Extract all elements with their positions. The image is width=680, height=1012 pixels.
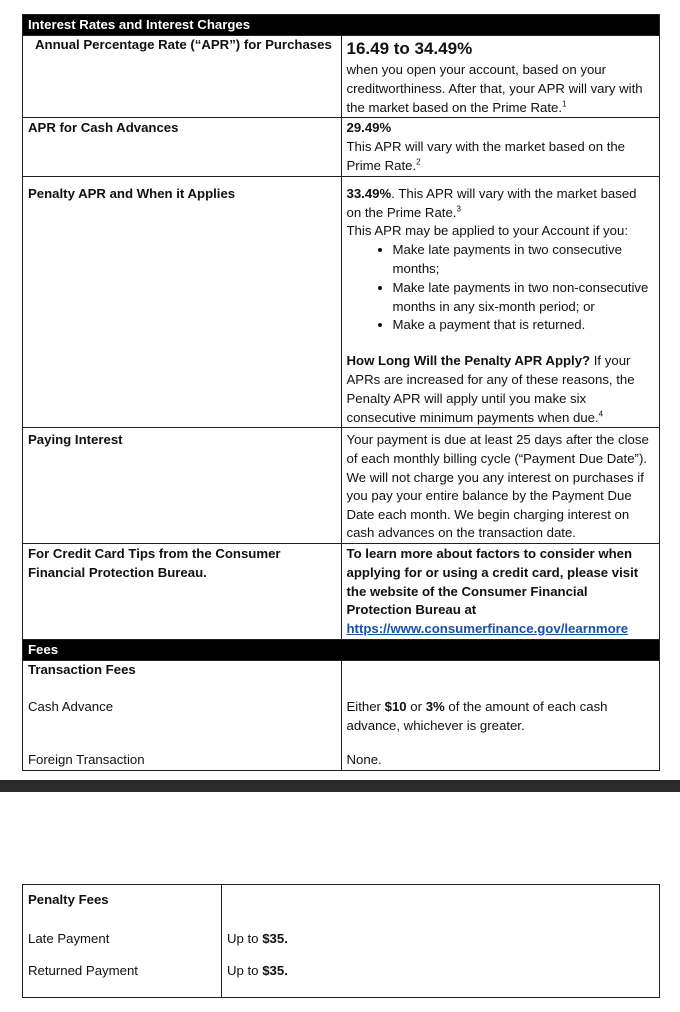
penalty-fees-section (22, 884, 660, 998)
list-item: • Make late payments in two non-consecutive months in any six-month period; or (393, 279, 655, 317)
list-item: • Make a payment that is returned. (393, 316, 655, 335)
cfpb-learnmore-link[interactable]: https://www.consumerfinance.gov/learnmore (346, 621, 629, 637)
cash-advance-fee-flat: $10 (384, 699, 407, 715)
cash-advance-fee-label: Cash Advance (28, 699, 114, 715)
how-long-answer: If your APRs are increased for any of these reasons, the Penalty APR will apply until you make six consecutive minimum payments when due. (346, 353, 635, 425)
cfpb-tips-desc: To learn more about factors to consider when applying for or using a credit card, please visit the website of the Consumer Financial Protection Bureau at (346, 545, 639, 618)
paying-interest-desc: Your payment is due at least 25 days after the close of each monthly billing cycle (“Payment Due Date”). We will not charge you any interest on purchases if you pay your entire balance by the Payment Due Date each month. We begin charging interest on cash advances on the transaction date. (346, 432, 649, 541)
returned-payment-amount: $35. (262, 962, 288, 978)
late-payment-amount: $35. (262, 930, 288, 946)
table-row (23, 36, 660, 118)
interest-rates-header: Interest Rates and Interest Charges (23, 15, 660, 36)
section-header-row (23, 15, 660, 36)
footnote-3: 3 (456, 204, 461, 214)
how-long-question: How Long Will the Penalty APR Apply? (346, 353, 591, 369)
footnote-2: 2 (416, 157, 421, 167)
table-row (23, 885, 660, 921)
cash-apr-label: APR for Cash Advances (28, 120, 179, 136)
table-row (23, 176, 660, 428)
page-break-bar (0, 780, 680, 792)
cfpb-tips-label: For Credit Card Tips from the Consumer Financial Protection Bureau. (28, 545, 281, 580)
interest-rates-table (22, 14, 660, 771)
table-row (23, 428, 660, 544)
paying-interest-label: Paying Interest (28, 432, 123, 448)
table-row (23, 543, 660, 639)
penalty-intro: This APR may be applied to your Account if you: (346, 223, 628, 239)
cash-apr-desc: This APR will vary with the market based on the Prime Rate. (346, 139, 626, 173)
late-payment-prefix: Up to (227, 930, 263, 946)
purchase-apr-value: 16.49 to 34.49% (346, 39, 473, 58)
table-row (23, 118, 660, 176)
returned-payment-prefix: Up to (227, 962, 263, 978)
penalty-conditions-list (347, 241, 655, 335)
section-header-row (23, 639, 660, 660)
cash-advance-fee-text: of the amount of each cash advance, whichever is greater. (346, 699, 608, 734)
footnote-4: 4 (598, 409, 604, 419)
cash-advance-fee-text: Either (346, 699, 385, 715)
purchase-apr-desc: when you open your account, based on your creditworthiness. After that, your APR will vary with the market based on the Prime Rate. (346, 62, 643, 115)
table-row (23, 921, 660, 958)
cash-advance-fee-text: or (406, 699, 426, 715)
footnote-1: 1 (562, 99, 567, 109)
foreign-transaction-value: None. (346, 752, 382, 768)
purchase-apr-label: Annual Percentage Rate (“APR”) for Purchases (35, 37, 332, 52)
table-row (23, 736, 660, 770)
foreign-transaction-label: Foreign Transaction (28, 752, 145, 768)
table-row (23, 682, 660, 736)
penalty-apr-label: Penalty APR and When it Applies (28, 185, 236, 201)
penalty-fees-header: Penalty Fees (28, 892, 109, 907)
transaction-fees-label: Transaction Fees (28, 661, 136, 677)
cash-apr-value: 29.49% (346, 120, 392, 136)
fees-header: Fees (23, 639, 660, 660)
penalty-fees-table (22, 884, 660, 998)
table-row (23, 958, 660, 998)
returned-payment-label: Returned Payment (28, 962, 138, 978)
cash-advance-fee-percent: 3% (425, 699, 445, 715)
penalty-apr-value: 33.49% (346, 185, 392, 201)
late-payment-label: Late Payment (28, 930, 110, 946)
list-item: • Make late payments in two consecutive months; (393, 241, 655, 279)
penalty-apr-desc: . This APR will vary with the market based on the Prime Rate. (346, 185, 637, 220)
table-row (23, 660, 660, 682)
